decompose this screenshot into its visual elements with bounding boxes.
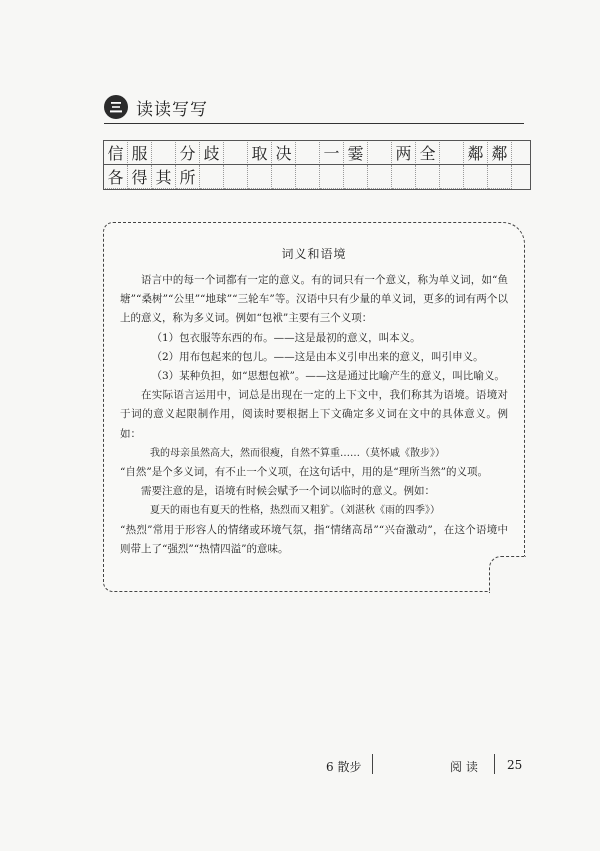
card-title: 词义和语境 <box>281 247 347 261</box>
grid-cell <box>488 165 512 189</box>
grid-cell <box>416 165 440 189</box>
grid-cell <box>224 165 248 189</box>
grid-cell <box>464 165 488 189</box>
card-paragraph: （3）某种负担，如“思想包袱”。——这是通过比喻产生的意义，叫比喻义。 <box>151 370 505 383</box>
grid-cell: 服 <box>128 141 152 165</box>
card-paragraph: 在实际语言运用中，词总是出现在一定的上下文中，我们称其为语境。语境对于词的意义起限制作用，阅读时要根据上下文确定多义词在文中的具体意义。例如： <box>120 389 508 440</box>
section-title: 读读写写 <box>136 99 208 120</box>
grid-cell: 全 <box>416 141 440 165</box>
knowledge-card <box>103 222 525 592</box>
folded-corner <box>489 556 526 593</box>
grid-cell <box>440 165 464 189</box>
grid-cell <box>320 165 344 189</box>
card-paragraph: “自然”是个多义词，有不止一个义项，在这句话中，用的是“理所当然”的义项。 <box>120 466 488 479</box>
card-paragraph: “热烈”常用于形容人的情绪或环境气氛，指“情绪高昂”“兴奋激动”，在这个语境中则带上了“强烈”“热情四溢”的意味。 <box>120 523 508 555</box>
card-paragraph: 我的母亲虽然高大，然而很瘦，自然不算重……（莫怀戚《散步》） <box>150 447 445 459</box>
grid-cell <box>296 165 320 189</box>
footer-unit: 6 散步 <box>326 760 362 774</box>
card-paragraph: （2）用布包起来的包儿。——这是由本义引申出来的意义，叫引申义。 <box>151 350 484 363</box>
grid-cell <box>368 141 392 165</box>
grid-cell: 其 <box>152 165 176 189</box>
grid-cell <box>392 165 416 189</box>
grid-cell <box>200 165 224 189</box>
grid-cell: 各 <box>104 165 128 189</box>
grid-row <box>104 141 512 165</box>
word-grid-table <box>103 140 512 189</box>
three-lines-icon <box>108 99 124 115</box>
grid-cell <box>296 141 320 165</box>
grid-cell: 鄰 <box>488 141 512 165</box>
grid-cell: 两 <box>392 141 416 165</box>
grid-cell: 所 <box>176 165 200 189</box>
card-paragraph: 夏天的雨也有夏天的性格，热烈而又粗犷。（刘湛秋《雨的四季》） <box>150 505 440 517</box>
card-paragraph: （1）包衣服等东西的布。——这是最初的意义，叫本义。 <box>151 331 421 344</box>
grid-cell <box>344 165 368 189</box>
grid-cell <box>368 165 392 189</box>
grid-cell: 取 <box>248 141 272 165</box>
grid-cell: 信 <box>104 141 128 165</box>
grid-cell: 分 <box>176 141 200 165</box>
grid-cell <box>224 141 248 165</box>
footer-separator <box>372 754 373 774</box>
grid-cell: 歧 <box>200 141 224 165</box>
grid-cell <box>152 141 176 165</box>
grid-cell: 鄰 <box>464 141 488 165</box>
grid-cell <box>248 165 272 189</box>
card-paragraph: 需要注意的是，语境有时候会赋予一个词以临时的意义。例如： <box>141 485 435 498</box>
footer-separator <box>494 754 495 774</box>
grid-cell <box>272 165 296 189</box>
grid-cell <box>440 141 464 165</box>
page-number: 25 <box>507 758 523 772</box>
card-body <box>120 271 508 559</box>
grid-cell: 一 <box>320 141 344 165</box>
section-header <box>104 94 208 120</box>
card-paragraph: 语言中的每一个词都有一定的意义。有的词只有一个意义，称为单义词，如“鱼塘”“桑树”“公里”“地球”“三轮车”等。汉语中只有少量的单义词，更多的词有两个以上的意义，称为多义词。例如“包袱”主要有三个义项： <box>120 274 508 325</box>
grid-cell: 得 <box>128 165 152 189</box>
section-divider <box>104 123 524 124</box>
footer-section: 阅 读 <box>450 760 478 774</box>
section-number-badge <box>104 95 128 119</box>
grid-cell: 决 <box>272 141 296 165</box>
grid-row <box>104 165 512 189</box>
grid-cell: 霎 <box>344 141 368 165</box>
word-grid <box>103 140 512 189</box>
